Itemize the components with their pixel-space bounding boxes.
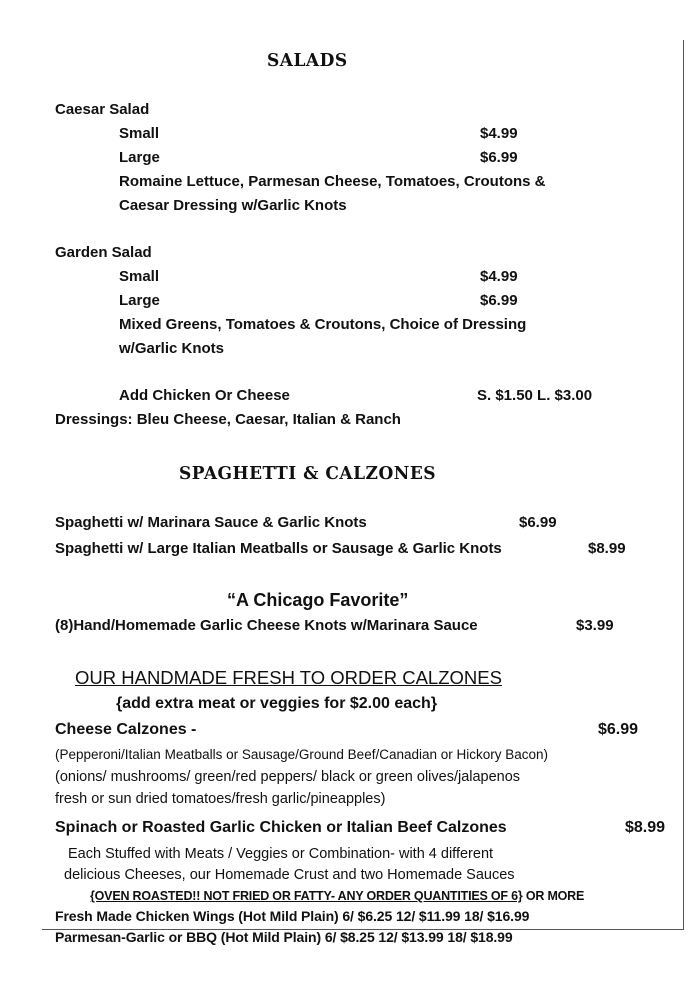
- addon-label: Add Chicken Or Cheese: [119, 387, 290, 404]
- garden-small-label: Small: [119, 268, 160, 285]
- calzones-subtitle: {add extra meat or veggies for $2.00 each}: [116, 695, 438, 712]
- caesar-small-price: $4.99: [480, 125, 518, 142]
- calzones-heading: OUR HANDMADE FRESH TO ORDER CALZONES: [75, 667, 502, 688]
- specialty-description-2: delicious Cheeses, our Homemade Crust and two Homemade Sauces: [64, 867, 515, 883]
- garden-large-label: Large: [119, 292, 160, 309]
- spaghetti-marinara-label: Spaghetti w/ Marinara Sauce & Garlic Knots: [55, 514, 367, 531]
- veggie-options-line-1: (onions/ mushrooms/ green/red peppers/ black or green olives/jalapenos: [55, 769, 521, 785]
- caesar-large-price: $6.99: [480, 149, 518, 166]
- garden-description-1: Mixed Greens, Tomatoes & Croutons, Choice of Dressing: [119, 316, 527, 333]
- addon-price: S. $1.50 L. $3.00: [477, 387, 593, 404]
- caesar-small-label: Small: [119, 125, 160, 142]
- garden-salad-name: Garden Salad: [55, 244, 152, 261]
- cheese-calzones-label: Cheese Calzones -: [55, 721, 197, 738]
- oven-roasted-notice: [90, 887, 584, 905]
- caesar-description-2: Caesar Dressing w/Garlic Knots: [119, 197, 347, 214]
- parmesan-bbq-wings-line: Parmesan-Garlic or BBQ (Hot Mild Plain) 6/ $8.25 12/ $13.99 18/ $18.99: [55, 929, 513, 945]
- garlic-knots-label: (8)Hand/Homemade Garlic Cheese Knots w/Marinara Sauce: [55, 617, 478, 634]
- caesar-salad-name: Caesar Salad: [55, 101, 150, 118]
- caesar-description-1: Romaine Lettuce, Parmesan Cheese, Tomatoes, Croutons &: [119, 173, 546, 190]
- caesar-large-label: Large: [119, 149, 160, 166]
- specialty-calzones-price: $8.99: [625, 819, 666, 836]
- salads-heading: SALADS: [267, 50, 348, 72]
- oven-roasted-notice-text: {OVEN ROASTED!! NOT FRIED OR FATTY- ANY ORDER QUANTITIES OF 6}: [90, 889, 523, 903]
- garden-large-price: $6.99: [480, 292, 518, 309]
- specialty-calzones-label: Spinach or Roasted Garlic Chicken or Italian Beef Calzones: [55, 819, 507, 836]
- garlic-knots-price: $3.99: [576, 617, 614, 634]
- oven-roasted-notice-suffix: OR MORE: [522, 889, 585, 903]
- garden-description-2: w/Garlic Knots: [119, 340, 225, 357]
- spaghetti-meatballs-price: $8.99: [588, 540, 626, 557]
- cheese-calzones-price: $6.99: [598, 721, 639, 738]
- spaghetti-meatballs-label: Spaghetti w/ Large Italian Meatballs or Sausage & Garlic Knots: [55, 540, 502, 557]
- meat-options-line: (Pepperoni/Italian Meatballs or Sausage/Ground Beef/Canadian or Hickory Bacon): [55, 747, 549, 762]
- garden-small-price: $4.99: [480, 268, 518, 285]
- spaghetti-marinara-price: $6.99: [519, 514, 557, 531]
- spaghetti-calzones-heading: SPAGHETTI & CALZONES: [179, 463, 437, 485]
- chicken-wings-line: Fresh Made Chicken Wings (Hot Mild Plain) 6/ $6.25 12/ $11.99 18/ $16.99: [55, 908, 530, 924]
- right-border-line: [683, 40, 684, 930]
- dressings-line: Dressings: Bleu Cheese, Caesar, Italian & Ranch: [55, 411, 401, 428]
- veggie-options-line-2: fresh or sun dried tomatoes/fresh garlic/pineapples): [55, 791, 386, 807]
- chicago-favorite-heading: “A Chicago Favorite”: [227, 590, 409, 610]
- specialty-description-1: Each Stuffed with Meats / Veggies or Combination- with 4 different: [68, 846, 494, 862]
